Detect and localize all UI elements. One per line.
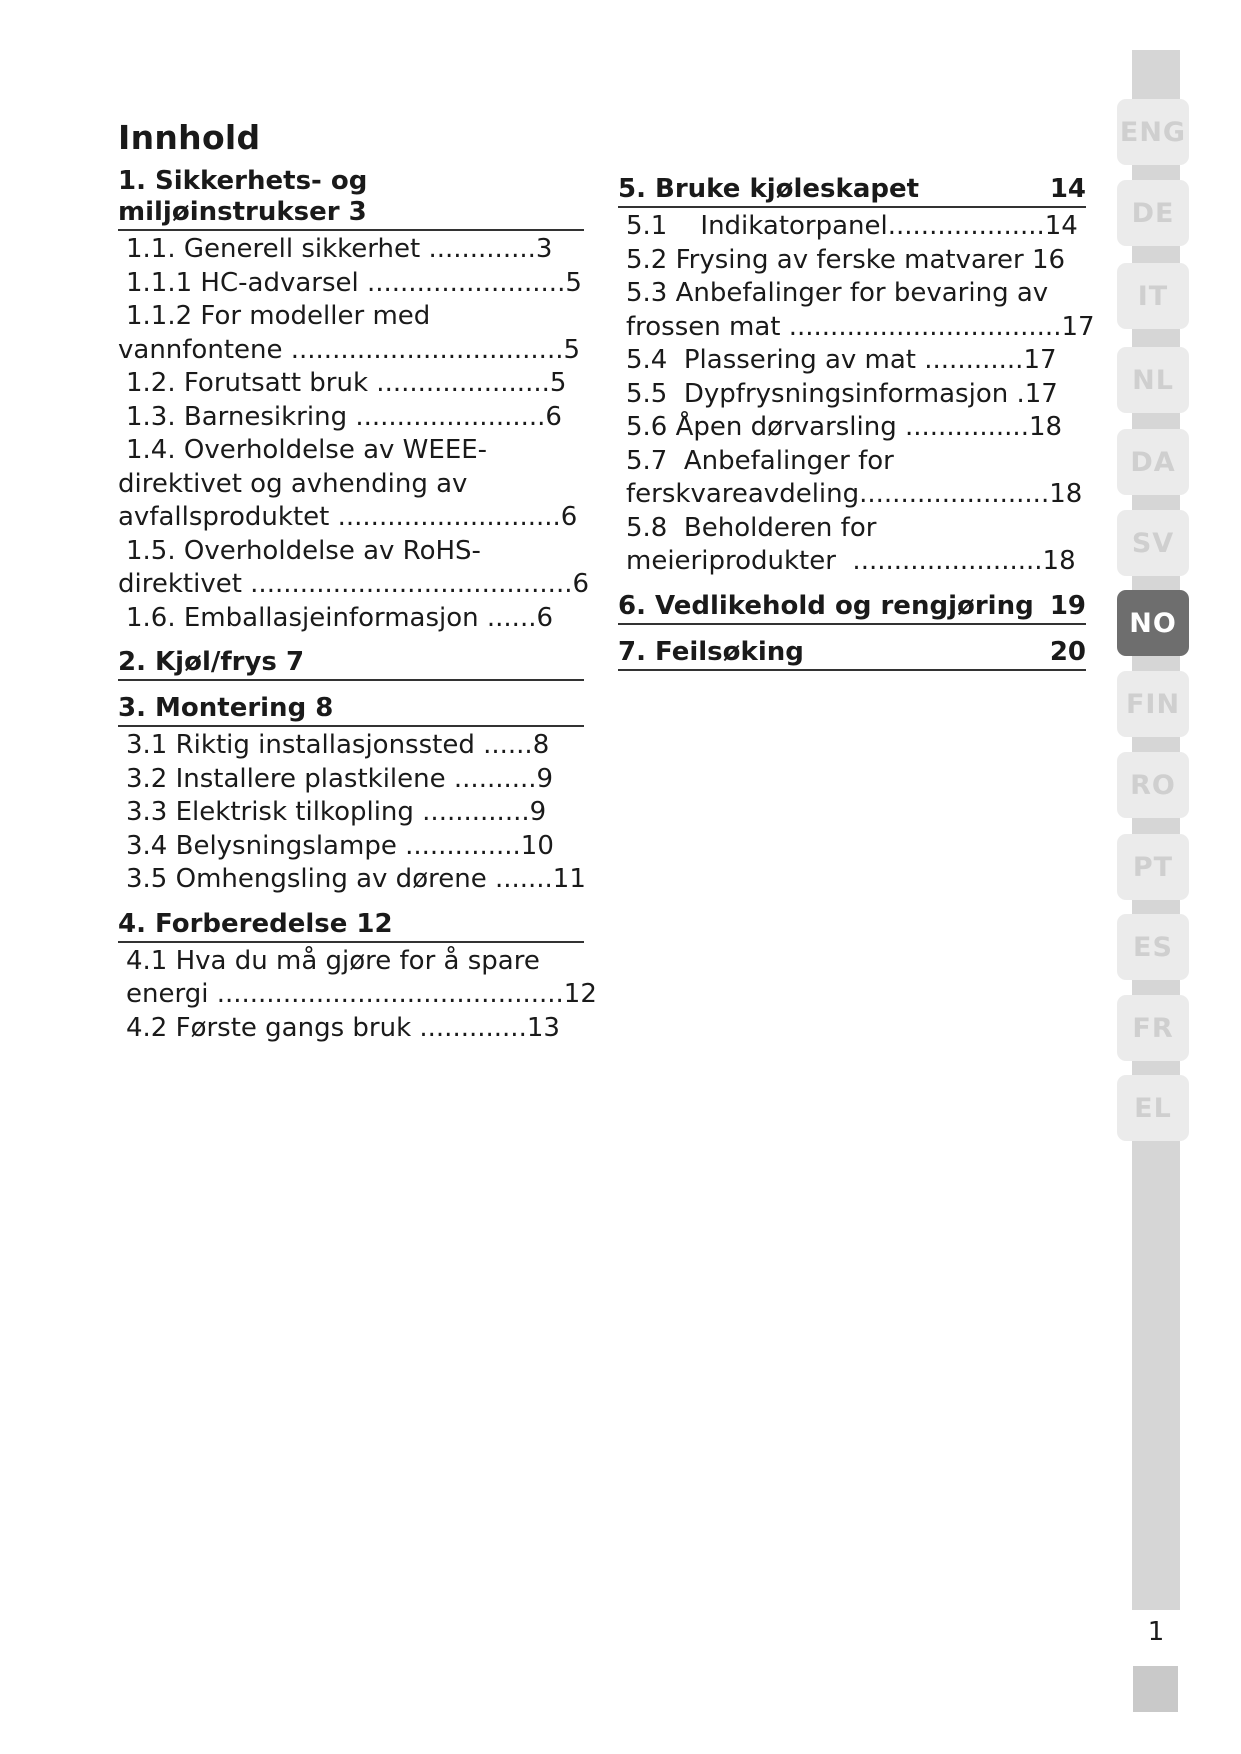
toc-entry-5-7-cont[interactable]: ferskvareavdeling.......................18	[626, 479, 1083, 509]
toc-entry-5-7[interactable]: 5.7 Anbefalinger for	[626, 445, 894, 476]
page-number: 1	[1147, 1617, 1165, 1647]
language-tab-it[interactable]: IT	[1117, 263, 1189, 329]
toc-entry-1-2[interactable]: 1.2. Forutsatt bruk .....................5	[126, 368, 567, 398]
toc-entry-3-4[interactable]: 3.4 Belysningslampe ..............10	[126, 830, 554, 861]
toc-entry-1-6[interactable]: 1.6. Emballasjeinformasjon ......6	[126, 602, 554, 633]
toc-section-5	[618, 174, 1095, 579]
toc-entry-5-3[interactable]: 5.3 Anbefalinger for bevaring av	[626, 278, 1049, 308]
toc-section-4	[118, 908, 597, 1046]
toc-entry-5-1[interactable]: 5.1 Indikatorpanel...................14	[626, 211, 1078, 241]
toc-heading-5[interactable]: 5. Bruke kjøleskapet 14	[618, 174, 1086, 208]
toc-entry-4-1-cont[interactable]: energi ..........................................12	[126, 979, 597, 1009]
language-tab-sv[interactable]: SV	[1117, 510, 1189, 576]
toc-entry-1-3[interactable]: 1.3. Barnesikring .......................6	[126, 401, 562, 432]
toc-section-3	[118, 693, 584, 897]
language-tab-da[interactable]: DA	[1117, 429, 1189, 495]
language-tab-de[interactable]: DE	[1117, 180, 1189, 246]
language-tab-fin[interactable]: FIN	[1117, 671, 1189, 737]
toc-right-column	[618, 174, 1095, 671]
toc-entry-4-2[interactable]: 4.2 Første gangs bruk .............13	[126, 1012, 560, 1043]
toc-heading-4[interactable]: 4. Forberedelse 12	[118, 909, 584, 943]
language-tab-fr[interactable]: FR	[1117, 995, 1189, 1061]
toc-entry-5-2[interactable]: 5.2 Frysing av ferske matvarer 16	[626, 244, 1066, 275]
toc-heading-7-page: 20	[1049, 636, 1086, 667]
toc-entry-5-5[interactable]: 5.5 Dypfrysningsinformasjon .17	[626, 378, 1058, 409]
toc-section-1	[118, 166, 590, 635]
toc-entry-3-3[interactable]: 3.3 Elektrisk tilkopling .............9	[126, 797, 547, 827]
toc-entry-5-8-cont[interactable]: meieriprodukter .......................18	[626, 546, 1076, 576]
toc-heading-3[interactable]: 3. Montering 8	[118, 693, 584, 727]
toc-heading-6[interactable]: 6. Vedlikehold og rengjøring 19	[618, 591, 1086, 625]
toc-heading-6-page: 19	[1049, 590, 1086, 621]
toc-entry-1-4[interactable]: 1.4. Overholdelse av WEEE-	[126, 435, 488, 465]
toc-entry-1-5-cont[interactable]: direktivet .......................................6	[118, 569, 590, 599]
toc-entry-5-4[interactable]: 5.4 Plassering av mat ............17	[626, 345, 1057, 375]
toc-left-column	[118, 166, 597, 1045]
page-number-box	[1133, 1666, 1178, 1712]
language-tab-pt[interactable]: PT	[1117, 834, 1189, 900]
toc-entry-1-1-1[interactable]: 1.1.1 HC-advarsel ........................5	[126, 267, 582, 298]
toc-entry-3-5[interactable]: 3.5 Omhengsling av dørene .......11	[126, 864, 586, 894]
toc-entry-1-4-cont2[interactable]: avfallsproduktet ...........................6	[118, 502, 578, 532]
language-tab-no-active[interactable]: NO	[1117, 590, 1189, 656]
toc-heading-7[interactable]: 7. Feilsøking 20	[618, 637, 1086, 671]
language-tab-eng[interactable]: ENG	[1117, 99, 1189, 165]
toc-heading-5-page: 14	[1049, 174, 1086, 204]
toc-entry-1-1-2-cont[interactable]: vannfontene .................................5	[118, 334, 581, 365]
language-tab-el[interactable]: EL	[1117, 1075, 1189, 1141]
toc-entry-1-1[interactable]: 1.1. Generell sikkerhet .............3	[126, 234, 553, 264]
toc-entry-3-2[interactable]: 3.2 Installere plastkilene ..........9	[126, 763, 554, 794]
toc-entry-4-1[interactable]: 4.1 Hva du må gjøre for å spare	[126, 945, 540, 976]
toc-entry-5-8[interactable]: 5.8 Beholderen for	[626, 512, 877, 543]
toc-entry-5-3-cont[interactable]: frossen mat .................................17	[626, 311, 1095, 342]
language-tab-es[interactable]: ES	[1117, 914, 1189, 980]
toc-heading-1[interactable]: 1. Sikkerhets- og miljøinstrukser 3	[118, 166, 584, 231]
toc-entry-1-4-cont[interactable]: direktivet og avhending av	[118, 468, 468, 499]
language-tab-ro[interactable]: RO	[1117, 752, 1189, 818]
toc-heading-2[interactable]: 2. Kjøl/frys 7	[118, 647, 584, 681]
language-tab-nl[interactable]: NL	[1117, 347, 1189, 413]
toc-entry-1-1-2[interactable]: 1.1.2 For modeller med	[126, 301, 431, 331]
toc-entry-3-1[interactable]: 3.1 Riktig installasjonssted ......8	[126, 730, 550, 760]
toc-entry-5-6[interactable]: 5.6 Åpen dørvarsling ...............18	[626, 412, 1063, 442]
page-title: Innhold	[118, 118, 261, 157]
toc-entry-1-5[interactable]: 1.5. Overholdelse av RoHS-	[126, 535, 481, 566]
